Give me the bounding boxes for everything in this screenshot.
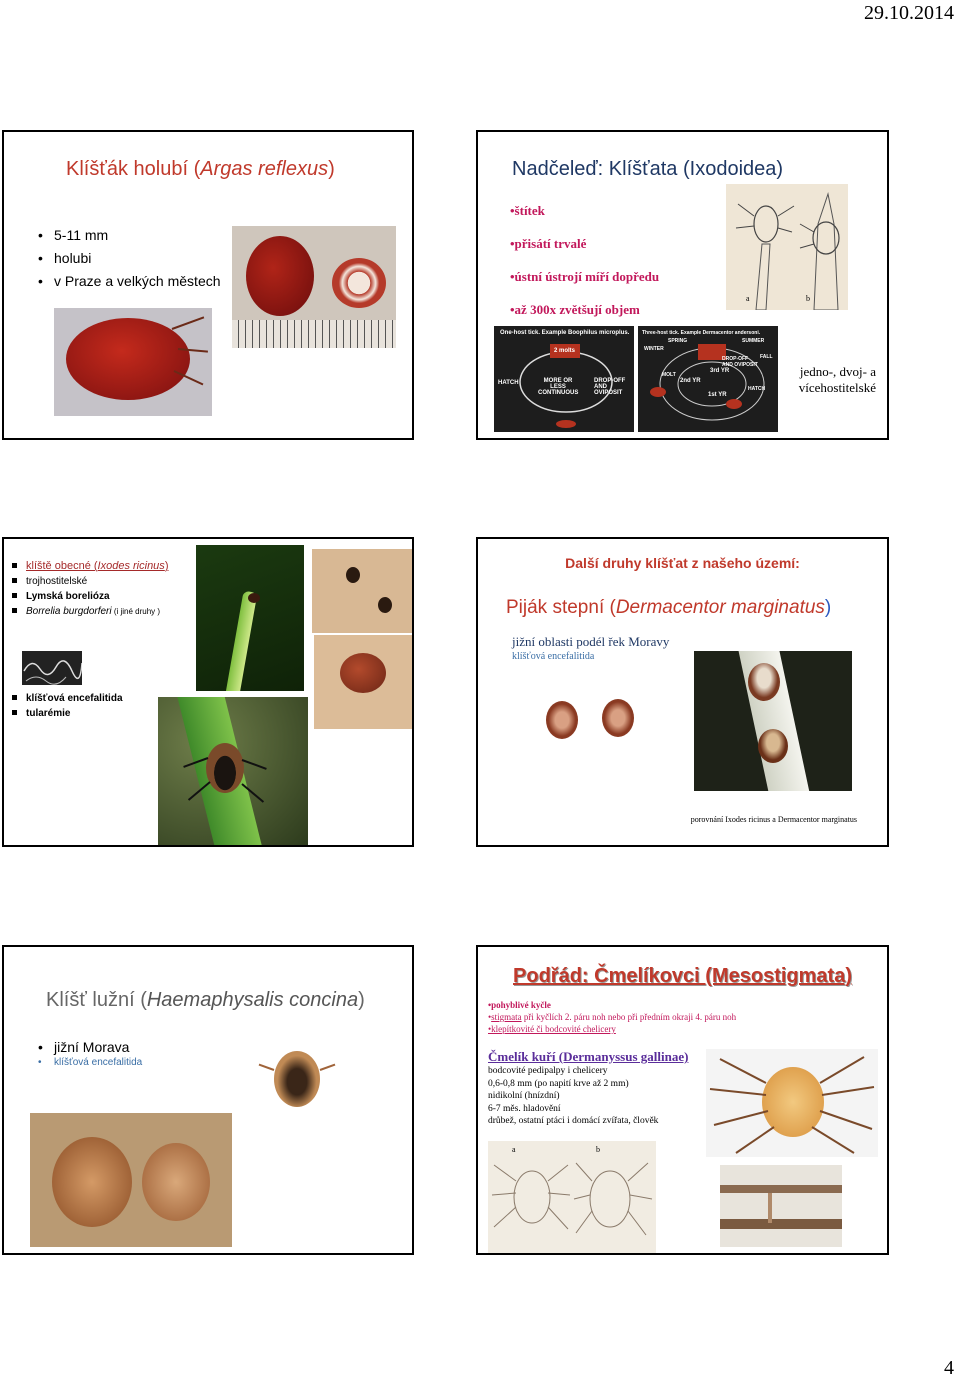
slide-subtitle: Piják stepní (Dermacentor marginatus) (506, 597, 832, 618)
bullet-list (510, 194, 659, 326)
haemaphysalis-photo (254, 1035, 344, 1123)
three-host-tick-diagram: Three-host tick. Example Dermacentor andersoni. SPRING SUMMER WINTER FALL 3rd YR 2nd YR 1st YR MOLT HATCH DROP-OFF AND OVIPOSIT (638, 326, 778, 432)
dermanyssus-photo (706, 1049, 878, 1157)
detail-item: 6-7 měs. hladovění (488, 1103, 561, 1114)
bullet-item: •až 300x zvětšují objem (510, 302, 640, 317)
bullet-list (26, 559, 176, 619)
slide-title: Nadčeleď: Klíšťata (Ixodoidea) (512, 158, 784, 180)
species-title: Čmelík kuří (Dermanyssus gallinae) (488, 1049, 689, 1064)
feature-item: •klepítkovité či bodcovité chelicery (488, 1024, 616, 1034)
slide-haemaphysalis (2, 945, 414, 1255)
header-date: 29.10.2014 (864, 2, 954, 24)
sketch-label: b (596, 1145, 600, 1154)
mite-sketches (488, 1141, 656, 1253)
bullet-item: • klíšťová encefalitida (54, 1057, 142, 1068)
detail-item: drůbež, ostatní ptáci i domácí zvířata, člověk (488, 1116, 659, 1126)
argas-photo-closeup (54, 308, 212, 416)
bullet-item: •ústní ústrojí míří dopředu (510, 269, 660, 284)
bullet-item: Lymská borelióza (26, 589, 176, 604)
sketch-label: a (512, 1145, 516, 1154)
bullet-item: • 5-11 mm (54, 224, 221, 247)
slide-title: Klíšť lužní (Haemaphysalis concina) (46, 989, 365, 1011)
ixodes-on-leaf-photo (158, 697, 308, 847)
perch-mites-photo (720, 1165, 842, 1247)
bullet-item: trojhostitelské (26, 574, 176, 589)
bullet-item: •přisátí trvalé (510, 236, 587, 251)
detail-item: 0,6-0,8 mm (po napití krve až 2 mm) (488, 1078, 629, 1089)
tick-feeding-sketch (726, 184, 848, 310)
feature-item: •pohyblivé kyčle (488, 1000, 551, 1010)
slide-title: Podřád: Čmelíkovci (Mesostigmata) (513, 965, 852, 987)
species-details (488, 1065, 658, 1128)
slide-ixodes-ricinus (2, 537, 414, 847)
feature-item: •stigmata při kyčlích 2. páru noh nebo při předním okraji 4. páru noh (488, 1012, 737, 1022)
feature-list (488, 999, 736, 1035)
bullet-list (54, 1039, 142, 1068)
borrelia-micrograph (22, 651, 82, 685)
page-number: 4 (944, 1357, 954, 1379)
bullet-list (54, 224, 221, 293)
slide-title: Další druhy klíšťat z našeho území: (565, 555, 800, 571)
detail-item: bodcovité pedipalpy i chelicery (488, 1066, 608, 1076)
slide-dermacentor (476, 537, 889, 847)
slide-argas-reflexus (2, 130, 414, 440)
bullet-item: • jižní Morava (54, 1039, 142, 1055)
bullet-item: Borrelia burgdorferi (i jiné druhy ) (26, 604, 176, 619)
distribution-text: jižní oblasti podél řek Moravy (512, 634, 670, 649)
bullet-item: • holubi (54, 247, 221, 270)
haemaphysalis-pair-photo (30, 1113, 232, 1247)
bullet-item: tularémie (26, 706, 123, 721)
host-caption: jedno-, dvoj- a vícehostitelské (798, 364, 876, 395)
disease-text: klíšťová encefalitida (512, 651, 595, 662)
slide-mesostigmata (476, 945, 889, 1255)
bullet-item: • v Praze a velkých městech (54, 270, 221, 293)
engorged-tick-photo (314, 635, 414, 729)
bullet-item: •štítek (510, 203, 545, 218)
one-host-tick-diagram: One-host tick. Example Boophilus microplus. 2 molts HATCH MORE OR LESS CONTINUOUS DROP-OFF AND OVIPOSIT (494, 326, 634, 432)
bullet-item: klíště obecné (Ixodes ricinus) (26, 559, 176, 574)
comparison-caption: porovnání Ixodes ricinus a Dermacentor marginatus (690, 815, 857, 824)
sketch-label: a (746, 294, 750, 303)
detail-item: nidikolní (hnízdní) (488, 1091, 560, 1101)
bullet-list-diseases (26, 691, 123, 721)
dermacentor-pair-photo (534, 689, 650, 749)
argas-photo-ruler (232, 226, 396, 348)
tick-on-grass-photo (196, 545, 304, 691)
slide-ixodoidea (476, 130, 889, 440)
ticks-on-skin-photo (312, 549, 414, 633)
bullet-item: klíšťová encefalitida (26, 693, 123, 704)
slide-title: Klíšťák holubí (Argas reflexus) (66, 158, 335, 180)
ticks-on-stick-photo (694, 651, 852, 791)
sketch-label: b (806, 294, 810, 303)
